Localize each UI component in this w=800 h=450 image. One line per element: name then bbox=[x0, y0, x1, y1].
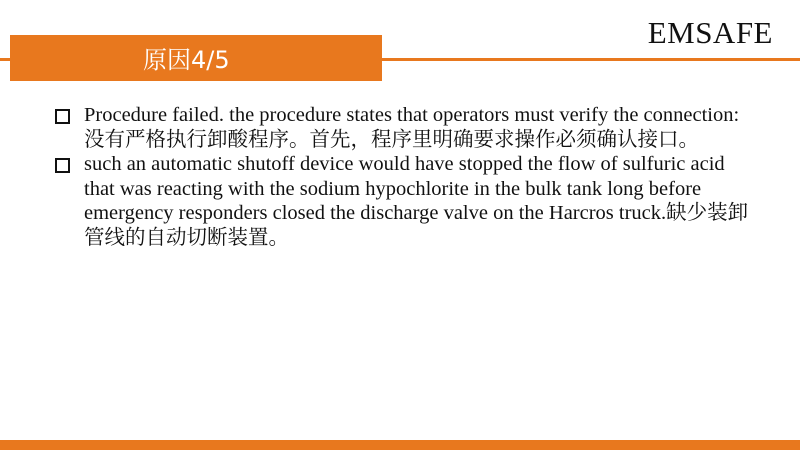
hollow-square-bullet-icon bbox=[55, 109, 70, 124]
footer-bar bbox=[0, 440, 800, 450]
bullet-text: Procedure failed. the procedure states that operators must verify the connection: 没有严格执行卸酸程序。首先，程序里明确要求操作必须确认接口。 bbox=[84, 104, 740, 151]
bullet-item bbox=[55, 152, 760, 250]
bullet-item bbox=[55, 103, 760, 152]
hollow-square-bullet-icon bbox=[55, 158, 70, 173]
slide-title: 原因4/5 bbox=[143, 46, 230, 74]
bullet-text: such an automatic shutoff device would have stopped the flow of sulfuric acid that was reacting with the sodium hypochlorite in the bulk tank long before emergency responders closed the discharge valve on the Harcros truck.缺少装卸管线的自动切断装置。 bbox=[84, 153, 749, 249]
bullet-list bbox=[55, 103, 760, 250]
brand-logo-text: EMSAFE bbox=[647, 15, 773, 50]
